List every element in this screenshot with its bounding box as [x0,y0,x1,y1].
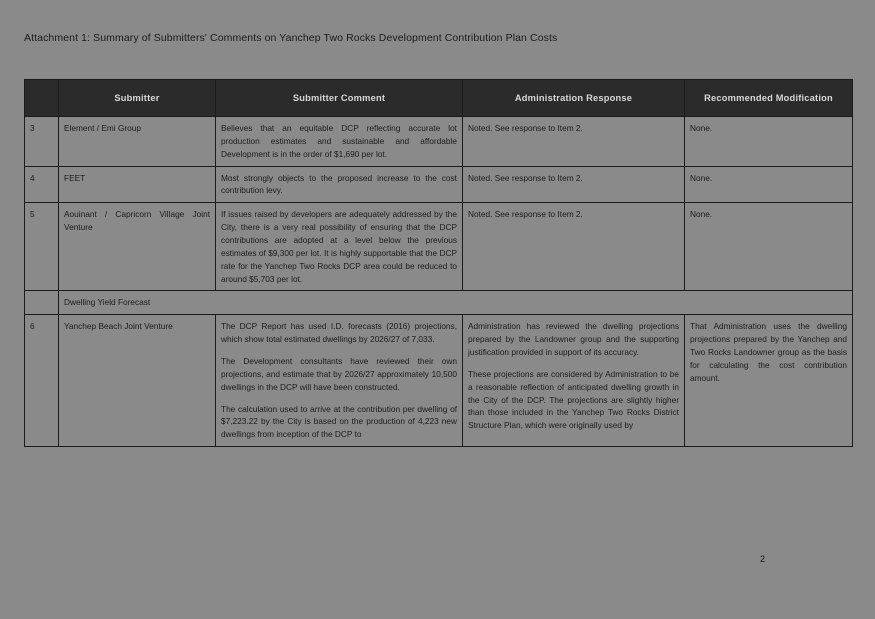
cell-modification [685,315,853,447]
table-header-row [25,80,853,117]
cell-modification [685,203,853,291]
cell-paragraph: The Development consultants have reviewed their own projections, and estimate that by 2026/27 approximately 10,500 dwellings in the DCP will have been constructed. [221,356,457,392]
cell-paragraph: Noted. See response to Item 2. [468,209,583,220]
column-header-comment: Submitter Comment [216,80,463,117]
page-title: Attachment 1: Summary of Submitters' Comments on Yanchep Two Rocks Development Contribution Plan Costs [24,32,558,44]
column-header-response: Administration Response [463,80,685,117]
table-row [25,315,853,447]
cell-paragraph: Most strongly objects to the proposed increase to the cost contribution levy. [221,172,457,196]
row-number: 3 [25,117,59,167]
row-number: 6 [25,315,59,447]
column-header-submitter: Submitter [59,80,216,117]
cell-submitter: Yanchep Beach Joint Venture [59,315,216,447]
table-section-row [25,291,853,315]
cell-paragraph: These projections are considered by Administration to be a reasonable reflection of anticipated dwelling growth in the City of the DCP. The projections are slightly higher than those included in the Yanchep Two Rocks District Structure Plan, which were originally used by [468,368,679,431]
cell-paragraph: None. [690,172,713,183]
cell-response [463,117,685,167]
cell-submitter: Aouinant / Capricorn Village Joint Venture [59,203,216,291]
column-header-modification: Recommended Modification [685,80,853,117]
cell-paragraph: Believes that an equitable DCP reflecting accurate lot production estimates and sustainable and affordable Development is in the order of $1,690 per lot. [221,123,457,159]
cell-paragraph: Noted. See response to Item 2. [468,172,583,183]
row-number [25,291,59,315]
column-header-number [25,80,59,117]
table-body [25,117,853,447]
cell-response [463,315,685,447]
cell-paragraph: The calculation used to arrive at the contribution per dwelling of $7,223.22 by the City is based on the production of 4,223 new dwellings from inception of the DCP to [221,403,457,440]
table-row [25,203,853,291]
table-row [25,166,853,203]
cell-submitter: FEET [59,166,216,203]
cell-comment [216,315,463,447]
cell-paragraph: Noted. See response to Item 2. [468,123,583,133]
table-row [25,117,853,167]
cell-modification [685,117,853,167]
cell-modification [685,166,853,203]
row-number: 4 [25,166,59,203]
row-number: 5 [25,203,59,291]
cell-comment [216,203,463,291]
section-heading: Dwelling Yield Forecast [59,291,853,315]
cell-paragraph: Administration has reviewed the dwelling projections prepared by the Landowner group and the supporting justification provided in support of its accuracy. [468,321,679,358]
cell-paragraph: If issues raised by developers are adequately addressed by the City, there is a very real possibility of ensuring that the DCP contributions are adopted at a level below the previous estimates of $9,300 per lot. It is highly supportable that the DCP rate for the Yanchep Two Rocks DCP area could be reduced to around $5,703 per lot. [221,209,457,284]
page-number: 2 [760,554,766,564]
cell-paragraph: None. [690,123,713,133]
cell-submitter: Element / Emi Group [59,117,216,167]
cell-comment [216,117,463,167]
cell-paragraph: The DCP Report has used I.D. forecasts (2016) projections, which show total estimated dwellings by 2026/27 of 7,033. [221,321,457,345]
comments-table [24,79,853,447]
cell-response [463,203,685,291]
cell-paragraph: That Administration uses the dwelling projections prepared by the Yanchep and Two Rocks Landowner group as the basis for calculating the cost contribution amount. [690,321,847,383]
cell-comment [216,166,463,203]
cell-response [463,166,685,203]
cell-paragraph: None. [690,209,713,220]
